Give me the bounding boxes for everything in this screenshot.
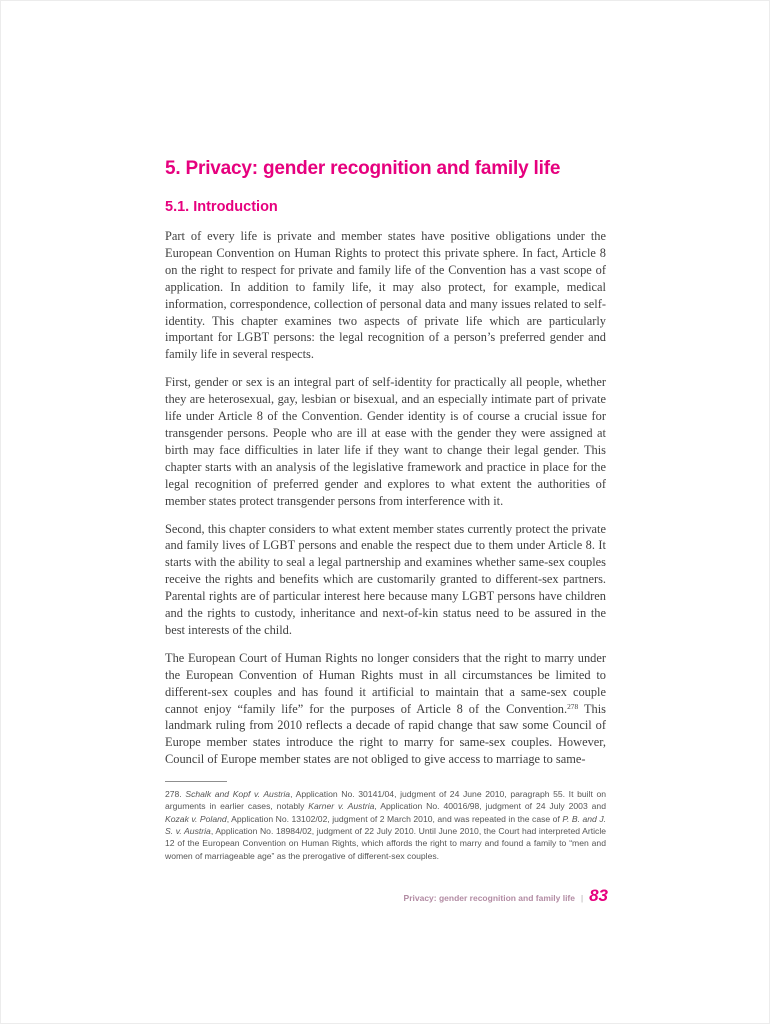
body-text	[165, 228, 606, 768]
text-segment: The European Court of Human Rights no longer considers that the right to marry under the European Convention of Human Rights must in all circumstances be limited to different-sex couples and has found it artificial to maintain that a same-sex couple cannot enjoy “family life” for the purposes of Article 8 of the Convention.	[165, 650, 606, 716]
footer-separator: |	[581, 894, 584, 903]
section-heading: 5.1. Introduction	[165, 199, 278, 215]
text-segment: 278.	[165, 789, 186, 800]
text-segment: P. B. and J. S. v. Austria	[165, 813, 606, 837]
chapter-title: 5. Privacy: gender recognition and family life	[165, 158, 561, 179]
text-segment: , Application No. 40016/98, judgment of 24 July 2003 and	[374, 801, 606, 812]
footer-chapter-label: Privacy: gender recognition and family life	[403, 893, 575, 903]
paragraph-4	[165, 650, 606, 768]
paragraph-2	[165, 374, 606, 509]
text-segment: Schalk and Kopf v. Austria	[185, 789, 291, 800]
text-segment: Part of every life is private and member states have positive obligations under the European Convention on Human Rights to protect this private sphere. In fact, Article 8 on the right to respect for private and family life of the Convention has a vast scope of application. In addition to family life, it may also protect, for example, medical information, correspondence, collection of personal data and many issues related to self-identity. This chapter examines two aspects of private life which are particularly important for LGBT persons: the legal recognition of a person’s preferred gender and family life in several respects.	[165, 229, 606, 362]
text-segment: First, gender or sex is an integral part of self-identity for practically all people, whether they are heterosexual, gay, lesbian or bisexual, and an especially intimate part of private life under Article 8 of the Convention. Gender identity is of course a crucial issue for transgender persons. People who are ill at ease with the gender they were assigned at birth may face difficulties in later life if they want to change their legal gender. This chapter starts with an analysis of the legislative framework and practice in place for the legal recognition of preferred gender and explores to what extent the authorities of member states protect transgender persons from interference with it.	[165, 375, 606, 508]
footnote-block	[165, 781, 606, 862]
paragraph-3	[165, 521, 606, 639]
text-segment: , Application No. 18984/02, judgment of 22 July 2010. Until June 2010, the Court had interpreted Article 12 of the European Convention on Human Rights, which affords the right to marry and found a family to “men and women of marriageable age” as the prerogative of different-sex couples.	[165, 826, 607, 861]
text-segment: This landmark ruling from 2010 reflects a decade of rapid change that saw some Council of Europe member states introduce the right to marry for same-sex couples. However, Council of Europe member states are not obliged to give access to marriage to same-	[165, 701, 606, 767]
text-segment: Kozak v. Poland	[165, 813, 227, 824]
text-segment: , Application No. 30141/04, judgment of 24 June 2010, paragraph 55. It built on arguments in earlier cases, notably	[165, 789, 606, 812]
text-segment: , Application No. 13102/02, judgment of 2 March 2010, and was repeated in the case of	[226, 813, 563, 824]
footnote-ref: 278	[567, 702, 579, 712]
footnote-divider	[165, 781, 227, 782]
text-segment: Second, this chapter considers to what extent member states currently protect the private and family lives of LGBT persons and enable the respect due to them under Article 8. It starts with the ability to seal a legal partnership and examines whether same-sex couples receive the rights and benefits which are customarily granted to different-sex partners. Parental rights are of particular interest here because many LGBT persons have children and the rights to custody, inheritance and next-of-kin status need to be assured in the best interests of the child.	[165, 521, 606, 637]
footnote-278	[165, 788, 606, 862]
text-segment: Karner v. Austria	[308, 801, 375, 812]
paragraph-1	[165, 228, 606, 363]
page-footer	[404, 886, 608, 906]
footer-page-number: 83	[589, 886, 608, 905]
